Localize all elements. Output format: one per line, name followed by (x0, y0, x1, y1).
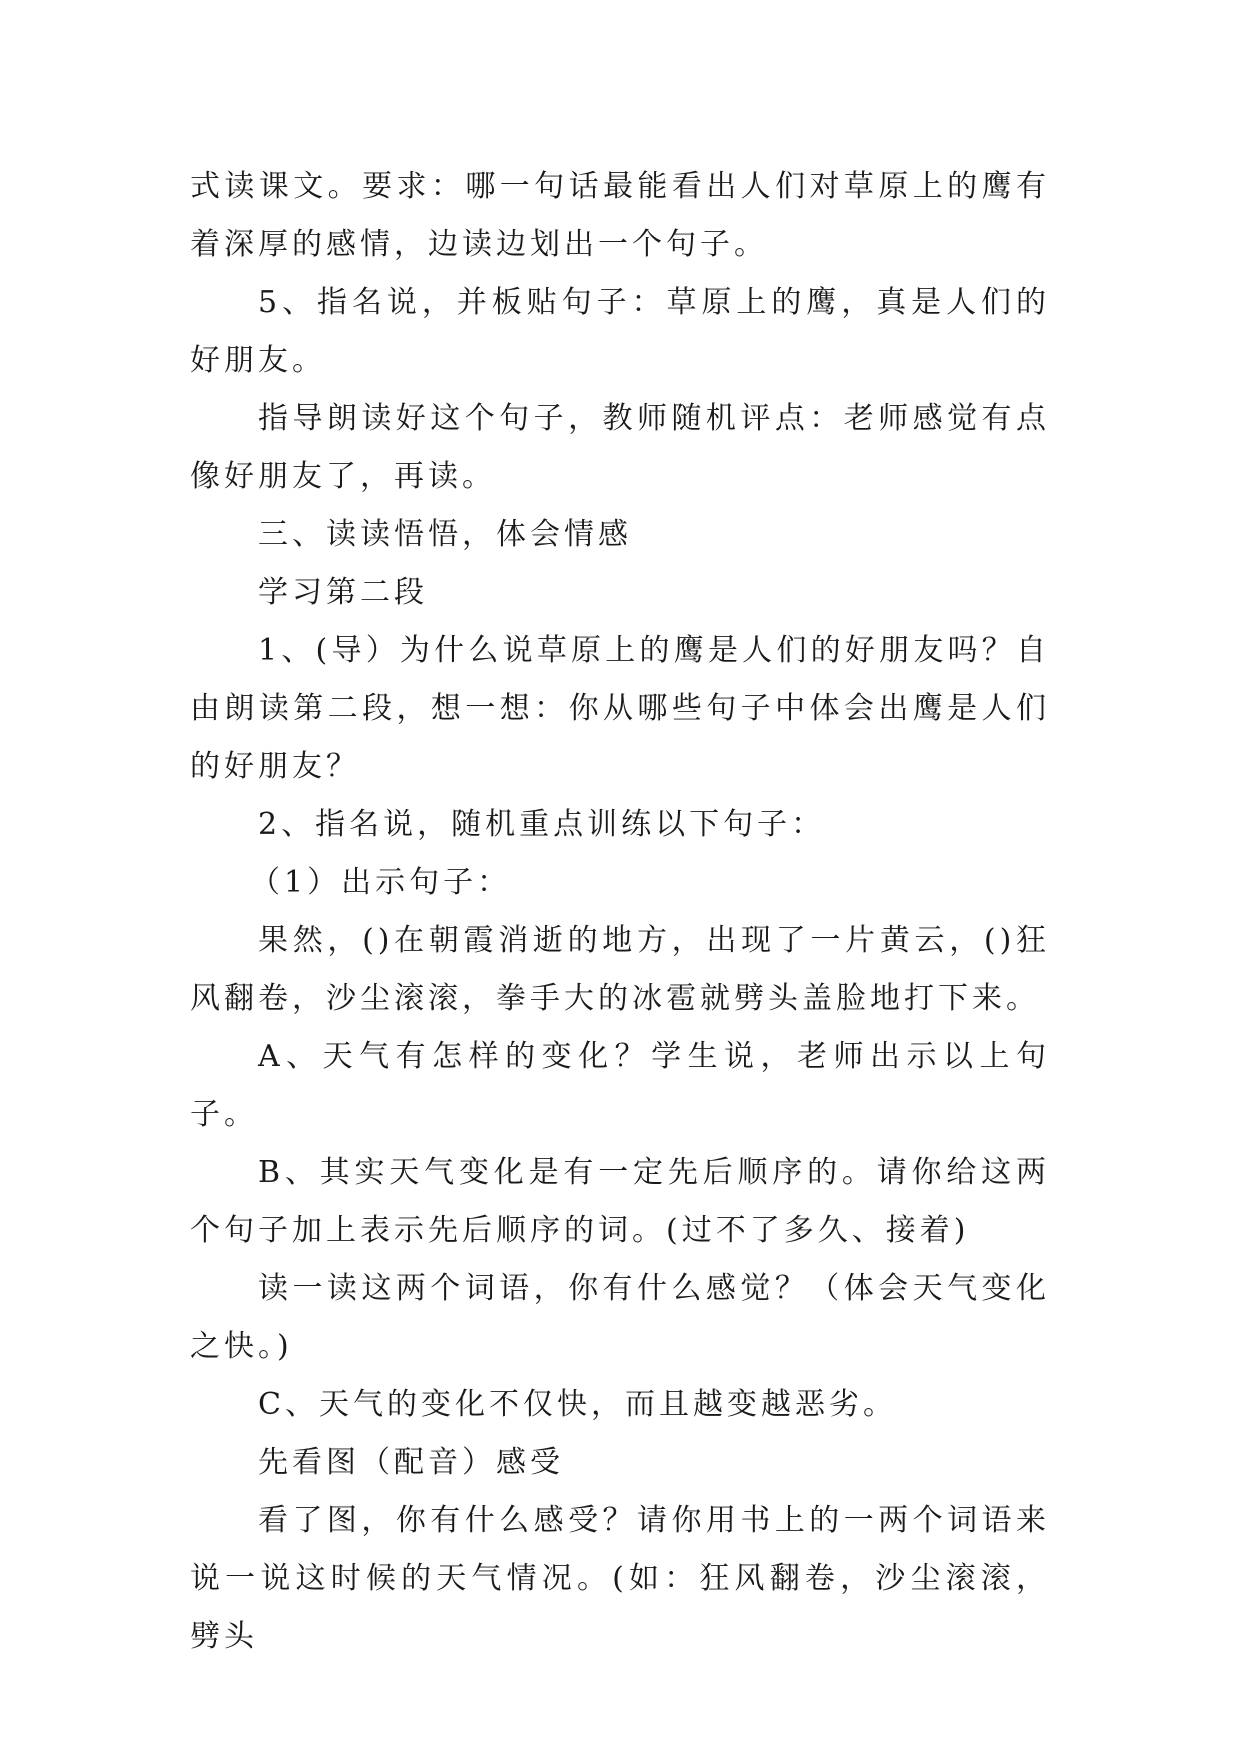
paragraph: 先看图（配音）感受 (258, 1445, 564, 1480)
paragraph: 1、(导）为什么说草原上的鹰是人们的好朋友吗？自由朗读第二段，想一想：你从哪些句子中体会出鹰是人们的好朋友？ (190, 633, 1050, 784)
subsection-heading: 学习第二段 (258, 575, 428, 610)
paragraph: 2、指名说，随机重点训练以下句子： (258, 807, 826, 842)
paragraph: 式读课文。要求：哪一句话最能看出人们对草原上的鹰有着深厚的感情，边读边划出一个句子。 (190, 169, 1050, 262)
paragraph: 读一读这两个词语，你有什么感觉？（体会天气变化之快。) (190, 1271, 1050, 1364)
paragraph: （1）出示句子： (250, 865, 512, 900)
section-heading: 三、读读悟悟，体会情感 (258, 517, 632, 552)
document-body (190, 158, 1050, 1666)
paragraph: C、天气的变化不仅快，而且越变越恶劣。 (258, 1387, 897, 1422)
paragraph: B、其实天气变化是有一定先后顺序的。请你给这两个句子加上表示先后顺序的词。(过不了多久、接着) (190, 1155, 1050, 1248)
paragraph: 看了图，你有什么感受？请你用书上的一两个词语来说一说这时候的天气情况。(如：狂风翻卷，沙尘滚滚，劈头 (190, 1503, 1050, 1654)
paragraph: 5、指名说，并板贴句子：草原上的鹰，真是人们的好朋友。 (190, 285, 1050, 378)
paragraph: 指导朗读好这个句子，教师随机评点：老师感觉有点像好朋友了，再读。 (190, 401, 1050, 494)
quoted-sentence: 果然，()在朝霞消逝的地方，出现了一片黄云，()狂风翻卷，沙尘滚滚，拳手大的冰雹就劈头盖脸地打下来。 (190, 923, 1050, 1016)
paragraph: A、天气有怎样的变化？学生说，老师出示以上句子。 (190, 1039, 1050, 1132)
